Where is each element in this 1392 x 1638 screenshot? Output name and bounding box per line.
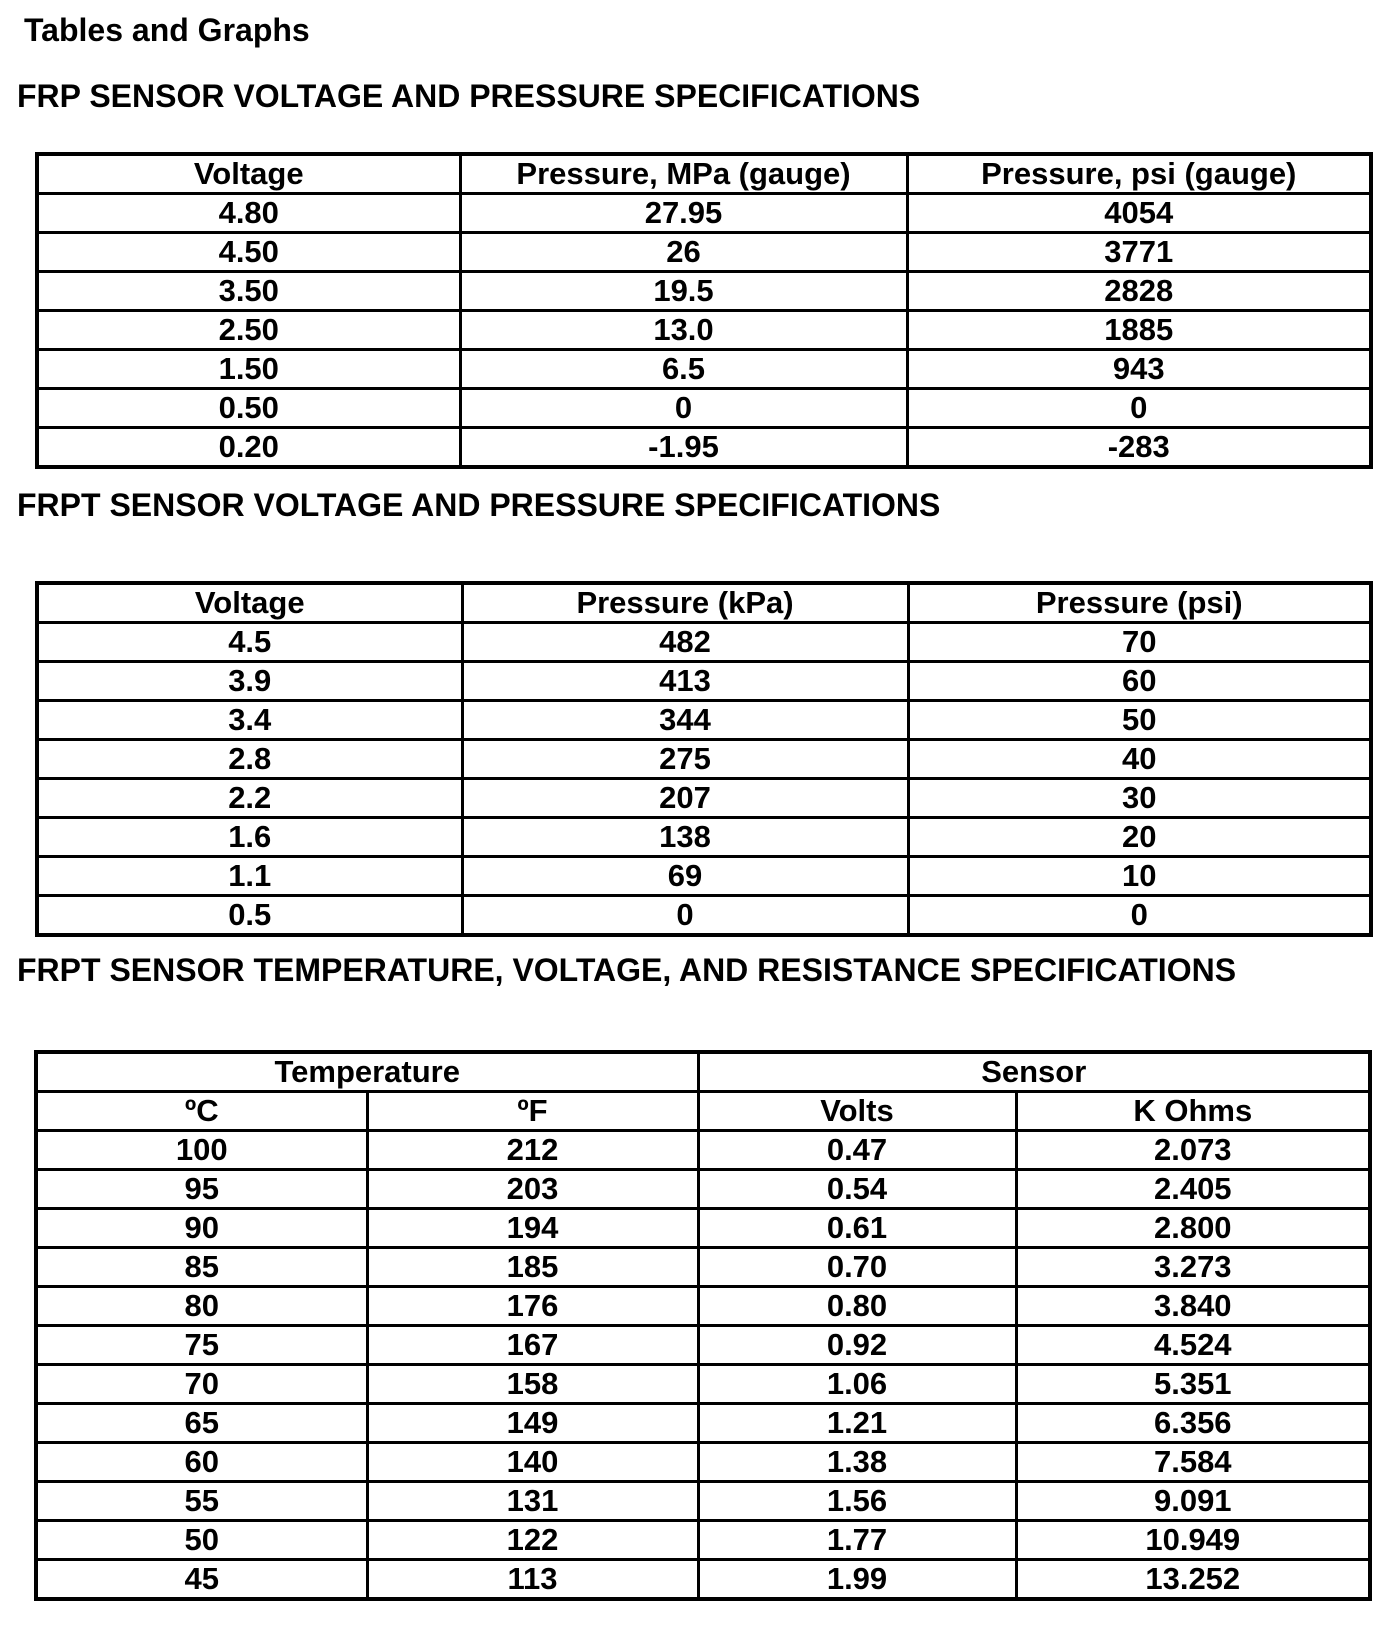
table-cell: 1.06 — [698, 1365, 1016, 1404]
table-cell: 2.50 — [37, 311, 460, 350]
table-cell: 207 — [462, 779, 908, 818]
table-cell: 4054 — [907, 194, 1371, 233]
table-row — [36, 1287, 1370, 1326]
table-cell: 0.50 — [37, 389, 460, 428]
table-cell: 3.273 — [1016, 1248, 1370, 1287]
table-cell: 158 — [367, 1365, 698, 1404]
frpt-voltage-pressure-table — [35, 581, 1373, 937]
table-cell: 80 — [36, 1287, 367, 1326]
table-cell: 1.6 — [37, 818, 462, 857]
table-cell: 10.949 — [1016, 1521, 1370, 1560]
table-cell: 0.80 — [698, 1287, 1016, 1326]
table-cell: 3.840 — [1016, 1287, 1370, 1326]
table-cell: 413 — [462, 662, 908, 701]
table-row — [37, 896, 1371, 936]
table-cell: 1.21 — [698, 1404, 1016, 1443]
table-cell: 122 — [367, 1521, 698, 1560]
table-cell: 85 — [36, 1248, 367, 1287]
column-header: K Ohms — [1016, 1092, 1370, 1131]
column-header: Pressure (psi) — [908, 583, 1371, 623]
table-header-row — [37, 154, 1371, 194]
group-header-temperature: Temperature — [36, 1052, 698, 1092]
table-cell: 90 — [36, 1209, 367, 1248]
table-cell: 30 — [908, 779, 1371, 818]
table-row — [37, 701, 1371, 740]
table-cell: -283 — [907, 428, 1371, 468]
table-cell: 70 — [36, 1365, 367, 1404]
table-row — [36, 1443, 1370, 1482]
table-cell: 70 — [908, 623, 1371, 662]
table-row — [37, 779, 1371, 818]
table-row — [37, 350, 1371, 389]
table-cell: 69 — [462, 857, 908, 896]
table-cell: 13.252 — [1016, 1560, 1370, 1600]
table-cell: 6.356 — [1016, 1404, 1370, 1443]
table-cell: 60 — [36, 1443, 367, 1482]
table-cell: 20 — [908, 818, 1371, 857]
table-cell: 482 — [462, 623, 908, 662]
table-cell: 1.1 — [37, 857, 462, 896]
table-row — [36, 1482, 1370, 1521]
table-cell: 2.073 — [1016, 1131, 1370, 1170]
table-cell: 0.70 — [698, 1248, 1016, 1287]
table-cell: 4.524 — [1016, 1326, 1370, 1365]
table-cell: 0 — [462, 896, 908, 936]
table-cell: 6.5 — [460, 350, 907, 389]
table-row — [36, 1326, 1370, 1365]
table-cell: 75 — [36, 1326, 367, 1365]
table-header-row — [36, 1092, 1370, 1131]
table-cell: 45 — [36, 1560, 367, 1600]
frp-voltage-pressure-table — [35, 152, 1373, 469]
group-header-sensor: Sensor — [698, 1052, 1370, 1092]
table-cell: 0.92 — [698, 1326, 1016, 1365]
frpt-temperature-section-title: FRPT SENSOR TEMPERATURE, VOLTAGE, AND RESISTANCE SPECIFICATIONS — [17, 952, 1237, 988]
table-cell: 185 — [367, 1248, 698, 1287]
table-cell: 1.56 — [698, 1482, 1016, 1521]
table-cell: 176 — [367, 1287, 698, 1326]
table-cell: 26 — [460, 233, 907, 272]
table-row — [37, 233, 1371, 272]
table-row — [37, 740, 1371, 779]
table-cell: 95 — [36, 1170, 367, 1209]
column-header: ºC — [36, 1092, 367, 1131]
table-cell: 4.50 — [37, 233, 460, 272]
table-cell: 9.091 — [1016, 1482, 1370, 1521]
table-cell: 138 — [462, 818, 908, 857]
table-row — [37, 623, 1371, 662]
table-cell: 13.0 — [460, 311, 907, 350]
table-cell: 2.405 — [1016, 1170, 1370, 1209]
table-cell: 0.20 — [37, 428, 460, 468]
table-row — [36, 1170, 1370, 1209]
column-header: Voltage — [37, 583, 462, 623]
table-cell: 131 — [367, 1482, 698, 1521]
page-title: Tables and Graphs — [24, 12, 310, 48]
table-cell: 4.80 — [37, 194, 460, 233]
table-cell: 5.351 — [1016, 1365, 1370, 1404]
table-cell: 2.2 — [37, 779, 462, 818]
table-cell: 1.50 — [37, 350, 460, 389]
table-cell: 10 — [908, 857, 1371, 896]
table-cell: 0 — [907, 389, 1371, 428]
table-cell: 3.4 — [37, 701, 462, 740]
table-cell: -1.95 — [460, 428, 907, 468]
table-row — [36, 1365, 1370, 1404]
table-cell: 0.61 — [698, 1209, 1016, 1248]
table-row — [36, 1560, 1370, 1600]
table-cell: 275 — [462, 740, 908, 779]
table-row — [36, 1131, 1370, 1170]
table-cell: 27.95 — [460, 194, 907, 233]
table-cell: 0.47 — [698, 1131, 1016, 1170]
table-cell: 100 — [36, 1131, 367, 1170]
table-header-row — [37, 583, 1371, 623]
table-cell: 3771 — [907, 233, 1371, 272]
table-cell: 149 — [367, 1404, 698, 1443]
table-row — [37, 272, 1371, 311]
table-cell: 4.5 — [37, 623, 462, 662]
table-cell: 1885 — [907, 311, 1371, 350]
column-header: Volts — [698, 1092, 1016, 1131]
table-row — [37, 857, 1371, 896]
table-cell: 60 — [908, 662, 1371, 701]
table-cell: 2.8 — [37, 740, 462, 779]
table-cell: 50 — [36, 1521, 367, 1560]
table-row — [37, 311, 1371, 350]
table-cell: 194 — [367, 1209, 698, 1248]
table-cell: 2.800 — [1016, 1209, 1370, 1248]
frpt-pressure-section-title: FRPT SENSOR VOLTAGE AND PRESSURE SPECIFICATIONS — [17, 487, 941, 523]
table-cell: 1.99 — [698, 1560, 1016, 1600]
column-header: ºF — [367, 1092, 698, 1131]
table-cell: 50 — [908, 701, 1371, 740]
table-cell: 0 — [908, 896, 1371, 936]
table-row — [37, 389, 1371, 428]
table-cell: 2828 — [907, 272, 1371, 311]
table-cell: 40 — [908, 740, 1371, 779]
column-header: Voltage — [37, 154, 460, 194]
table-cell: 203 — [367, 1170, 698, 1209]
table-cell: 113 — [367, 1560, 698, 1600]
table-row — [36, 1404, 1370, 1443]
table-cell: 0.5 — [37, 896, 462, 936]
table-group-header-row — [36, 1052, 1370, 1092]
table-cell: 212 — [367, 1131, 698, 1170]
table-row — [37, 194, 1371, 233]
table-cell: 1.77 — [698, 1521, 1016, 1560]
table-cell: 3.50 — [37, 272, 460, 311]
table-cell: 55 — [36, 1482, 367, 1521]
table-row — [36, 1521, 1370, 1560]
table-row — [37, 428, 1371, 468]
table-cell: 943 — [907, 350, 1371, 389]
table-cell: 0 — [460, 389, 907, 428]
table-cell: 344 — [462, 701, 908, 740]
table-cell: 19.5 — [460, 272, 907, 311]
table-row — [36, 1248, 1370, 1287]
table-row — [37, 818, 1371, 857]
table-cell: 0.54 — [698, 1170, 1016, 1209]
column-header: Pressure, psi (gauge) — [907, 154, 1371, 194]
frp-section-title: FRP SENSOR VOLTAGE AND PRESSURE SPECIFICATIONS — [17, 78, 921, 114]
table-cell: 1.38 — [698, 1443, 1016, 1482]
table-cell: 65 — [36, 1404, 367, 1443]
table-cell: 7.584 — [1016, 1443, 1370, 1482]
table-cell: 3.9 — [37, 662, 462, 701]
table-cell: 167 — [367, 1326, 698, 1365]
frpt-temperature-voltage-resistance-table — [34, 1050, 1372, 1601]
table-row — [37, 662, 1371, 701]
table-cell: 140 — [367, 1443, 698, 1482]
column-header: Pressure, MPa (gauge) — [460, 154, 907, 194]
column-header: Pressure (kPa) — [462, 583, 908, 623]
table-row — [36, 1209, 1370, 1248]
